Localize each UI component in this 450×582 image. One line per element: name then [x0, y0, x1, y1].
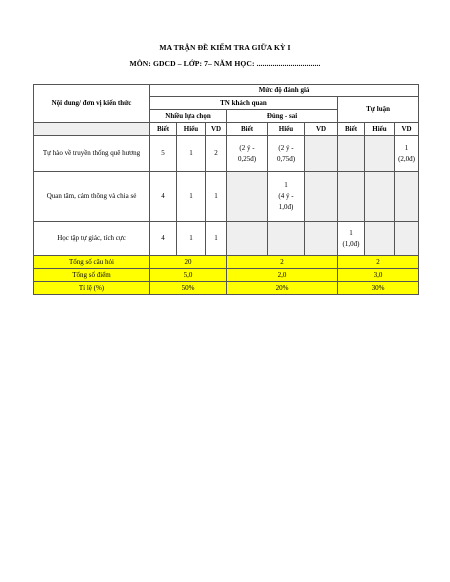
tn-objective-header: TN khách quan [150, 97, 338, 110]
totals-multiple-choice: 50% [150, 282, 227, 295]
assessment-level-header: Mức độ đánh giá [150, 85, 419, 97]
value-cell [305, 136, 338, 172]
document-title: MA TRẬN ĐỀ KIỂM TRA GIỮA KỲ I [159, 43, 291, 52]
level-header-cell: VD [206, 123, 227, 136]
value-cell [338, 172, 365, 222]
totals-multiple-choice: 5,0 [150, 269, 227, 282]
level-header-empty [34, 123, 150, 136]
value-cell [395, 172, 419, 222]
value-cell [338, 136, 365, 172]
value-cell: 2 [206, 136, 227, 172]
value-cell [305, 222, 338, 256]
value-cell: 1 [206, 222, 227, 256]
value-cell [365, 172, 395, 222]
value-cell [365, 136, 395, 172]
content-unit-header: Nội dung/ đơn vị kiến thức [34, 85, 150, 123]
value-cell: (2 ý - 0,75đ) [268, 136, 305, 172]
topic-cell: Học tập tự giác, tích cực [34, 222, 150, 256]
table-row [34, 222, 419, 256]
totals-row [34, 256, 419, 269]
totals-true-false: 2,0 [227, 269, 338, 282]
value-cell: 4 [150, 222, 177, 256]
totals-essay: 3,0 [338, 269, 419, 282]
level-header-cell: VD [395, 123, 419, 136]
value-cell: 1 (2,0đ) [395, 136, 419, 172]
value-cell: 1 [177, 136, 206, 172]
level-header-cell: Hiểu [268, 123, 305, 136]
topic-cell: Tự hào về truyền thống quê hương [34, 136, 150, 172]
value-cell [365, 222, 395, 256]
table-row [34, 172, 419, 222]
value-cell [395, 222, 419, 256]
value-cell: (2 ý - 0,25đ) [227, 136, 268, 172]
value-cell [268, 222, 305, 256]
multiple-choice-header: Nhiều lựa chọn [150, 110, 227, 123]
totals-true-false: 20% [227, 282, 338, 295]
level-header-cell: Biết [227, 123, 268, 136]
totals-essay: 30% [338, 282, 419, 295]
totals-label: Tỉ lệ (%) [34, 282, 150, 295]
value-cell: 1 (4 ý - 1,0đ) [268, 172, 305, 222]
assessment-matrix-table [33, 84, 419, 295]
table-row [34, 136, 419, 172]
value-cell: 5 [150, 136, 177, 172]
level-header-cell: Biết [150, 123, 177, 136]
value-cell: 1 [206, 172, 227, 222]
essay-header: Tự luận [338, 97, 419, 123]
value-cell [305, 172, 338, 222]
value-cell: 1 (1,0đ) [338, 222, 365, 256]
level-header-cell: Hiểu [177, 123, 206, 136]
value-cell [227, 172, 268, 222]
value-cell: 1 [177, 172, 206, 222]
totals-row [34, 282, 419, 295]
value-cell [227, 222, 268, 256]
totals-label: Tổng số điểm [34, 269, 150, 282]
level-header-cell: VD [305, 123, 338, 136]
totals-multiple-choice: 20 [150, 256, 227, 269]
document-subtitle: MÔN: GDCD – LỚP: 7– NĂM HỌC: ................................ [129, 59, 321, 68]
level-header-cell: Biết [338, 123, 365, 136]
true-false-header: Đúng - sai [227, 110, 338, 123]
totals-true-false: 2 [227, 256, 338, 269]
topic-cell: Quan tâm, cảm thông và chia sẻ [34, 172, 150, 222]
value-cell: 1 [177, 222, 206, 256]
totals-row [34, 269, 419, 282]
totals-essay: 2 [338, 256, 419, 269]
value-cell: 4 [150, 172, 177, 222]
level-header-cell: Hiểu [365, 123, 395, 136]
totals-label: Tổng số câu hỏi [34, 256, 150, 269]
